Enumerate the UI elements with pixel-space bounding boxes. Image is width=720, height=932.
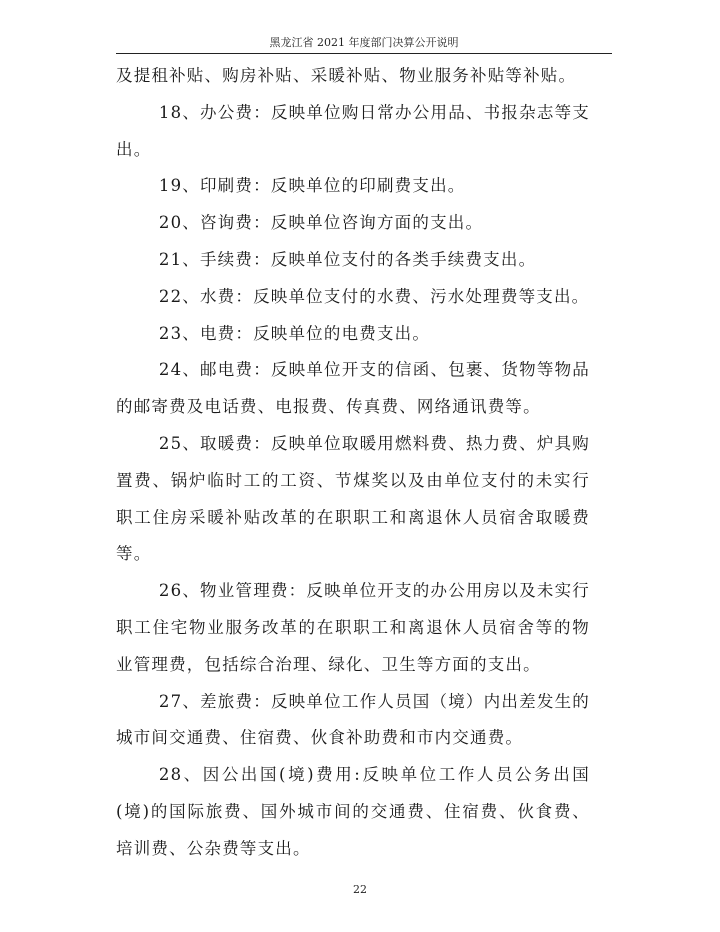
paragraph-continuation: 及提租补贴、购房补贴、采暖补贴、物业服务补贴等补贴。 [116,66,577,85]
paragraph-item-22: 22、水费：反映单位支付的水费、污水处理费等支出。 [158,286,590,306]
header-rule [116,53,612,54]
paragraph-item-20: 20、咨询费：反映单位咨询方面的支出。 [158,213,484,233]
paragraph-item-27: 27、差旅费：反映单位工作人员国（境）内出差发生的城市间交通费、住宿费、伙食补助费和市内交通费。 [116,691,590,748]
paragraph-item-18: 18、办公费：反映单位购日常办公用品、书报杂志等支出。 [116,102,590,159]
paragraph-item-19: 19、印刷费：反映单位的印刷费支出。 [158,176,466,196]
page-number: 22 [353,883,367,896]
body-text [116,58,590,868]
paragraph-item-28: 28、因公出国(境)费用:反映单位工作人员公务出国(境)的国际旅费、国外城市间的交通费、住宿费、伙食费、培训费、公杂费等支出。 [116,765,590,858]
paragraph-item-21: 21、手续费：反映单位支付的各类手续费支出。 [158,249,537,269]
paragraph-item-23: 23、电费：反映单位的电费支出。 [158,323,431,343]
paragraph-item-26: 26、物业管理费：反映单位开支的办公用房以及未实行职工住宅物业服务改革的在职职工和离退休人员宿舍等的物业管理费，包括综合治理、绿化、卫生等方面的支出。 [116,581,590,674]
paragraph-item-24: 24、邮电费：反映单位开支的信函、包裹、货物等物品的邮寄费及电话费、电报费、传真费、网络通讯费等。 [116,360,590,417]
running-header: 黑龙江省 2021 年度部门决算公开说明 [269,36,459,49]
paragraph-item-25: 25、取暖费：反映单位取暖用燃料费、热力费、炉具购置费、锅炉临时工的工资、节煤奖以及由单位支付的未实行职工住房采暖补贴改革的在职职工和离退休人员宿舍取暖费等。 [116,433,590,564]
